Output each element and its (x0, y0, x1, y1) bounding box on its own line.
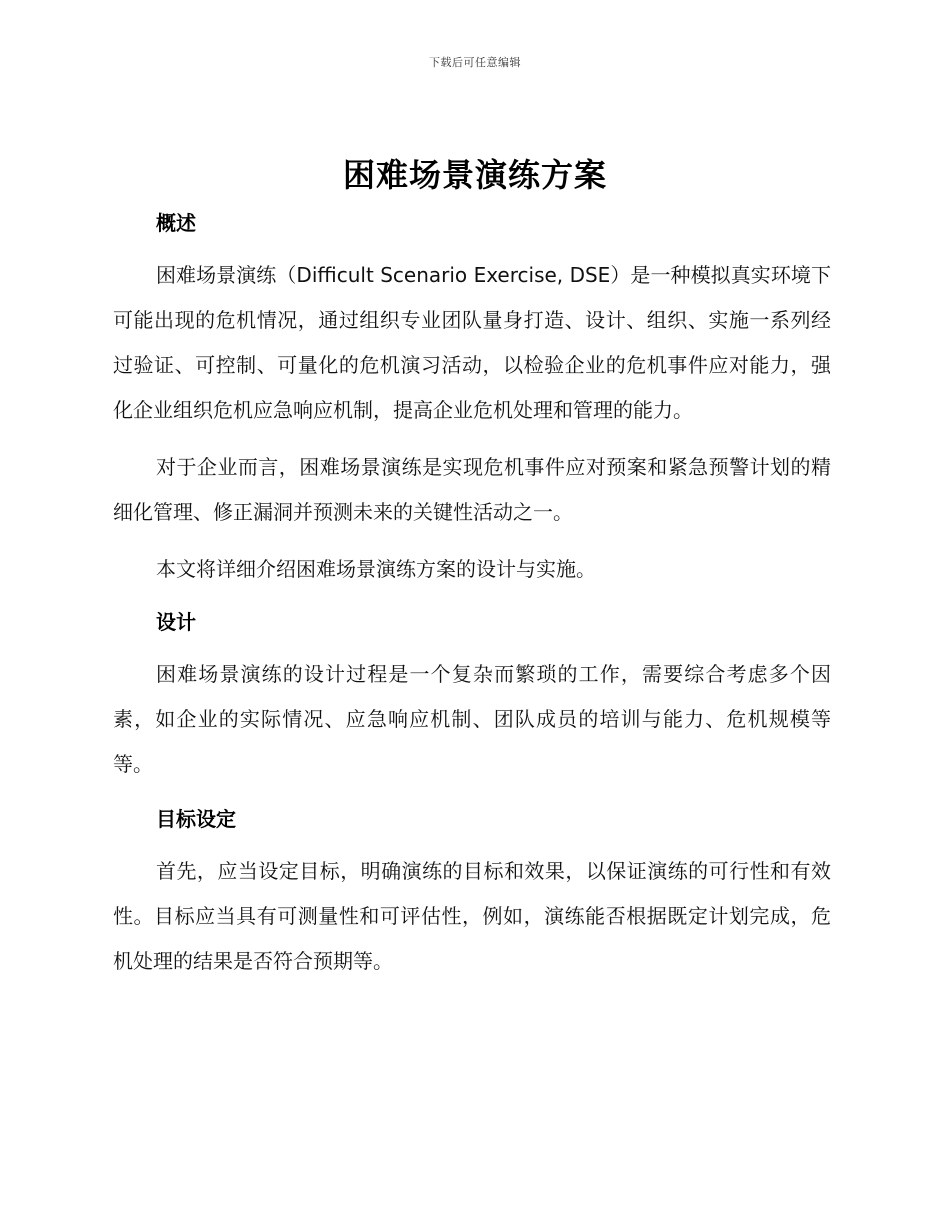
document-body (113, 205, 831, 984)
document-title: 困难场景演练方案 (342, 156, 607, 194)
overview-paragraph-2: 对于企业而言，困难场景演练是实现危机事件应对预案和紧急预警计划的精细化管理、修正漏洞并预测未来的关键性活动之一。 (113, 455, 831, 524)
goal-setting-paragraph-1: 首先，应当设定目标，明确演练的目标和效果，以保证演练的可行性和有效性。目标应当具有可测量性和可评估性，例如，演练能否根据既定计划完成，危机处理的结果是否符合预期等。 (113, 859, 831, 973)
section-heading-overview: 概述 (156, 211, 196, 235)
section-heading-goal-setting: 目标设定 (156, 807, 236, 831)
page-header: 下载后可任意编辑 (429, 56, 521, 69)
design-paragraph-1: 困难场景演练的设计过程是一个复杂而繁琐的工作，需要综合考虑多个因素，如企业的实际情况、应急响应机制、团队成员的培训与能力、危机规模等等。 (113, 662, 831, 776)
section-heading-design: 设计 (156, 610, 196, 634)
overview-paragraph-1: 困难场景演练（Difficult Scenario Exercise, DSE）是一种模拟真实环境下可能出现的危机情况，通过组织专业团队量身打造、设计、组织、实施一系列经过验证、可控制、可量化的危机演习活动，以检验企业的危机事件应对能力，强化企业组织危机应急响应机制，提高企业危机处理和管理的能力。 (113, 263, 831, 422)
overview-paragraph-3: 本文将详细介绍困难场景演练方案的设计与实施。 (156, 557, 596, 581)
